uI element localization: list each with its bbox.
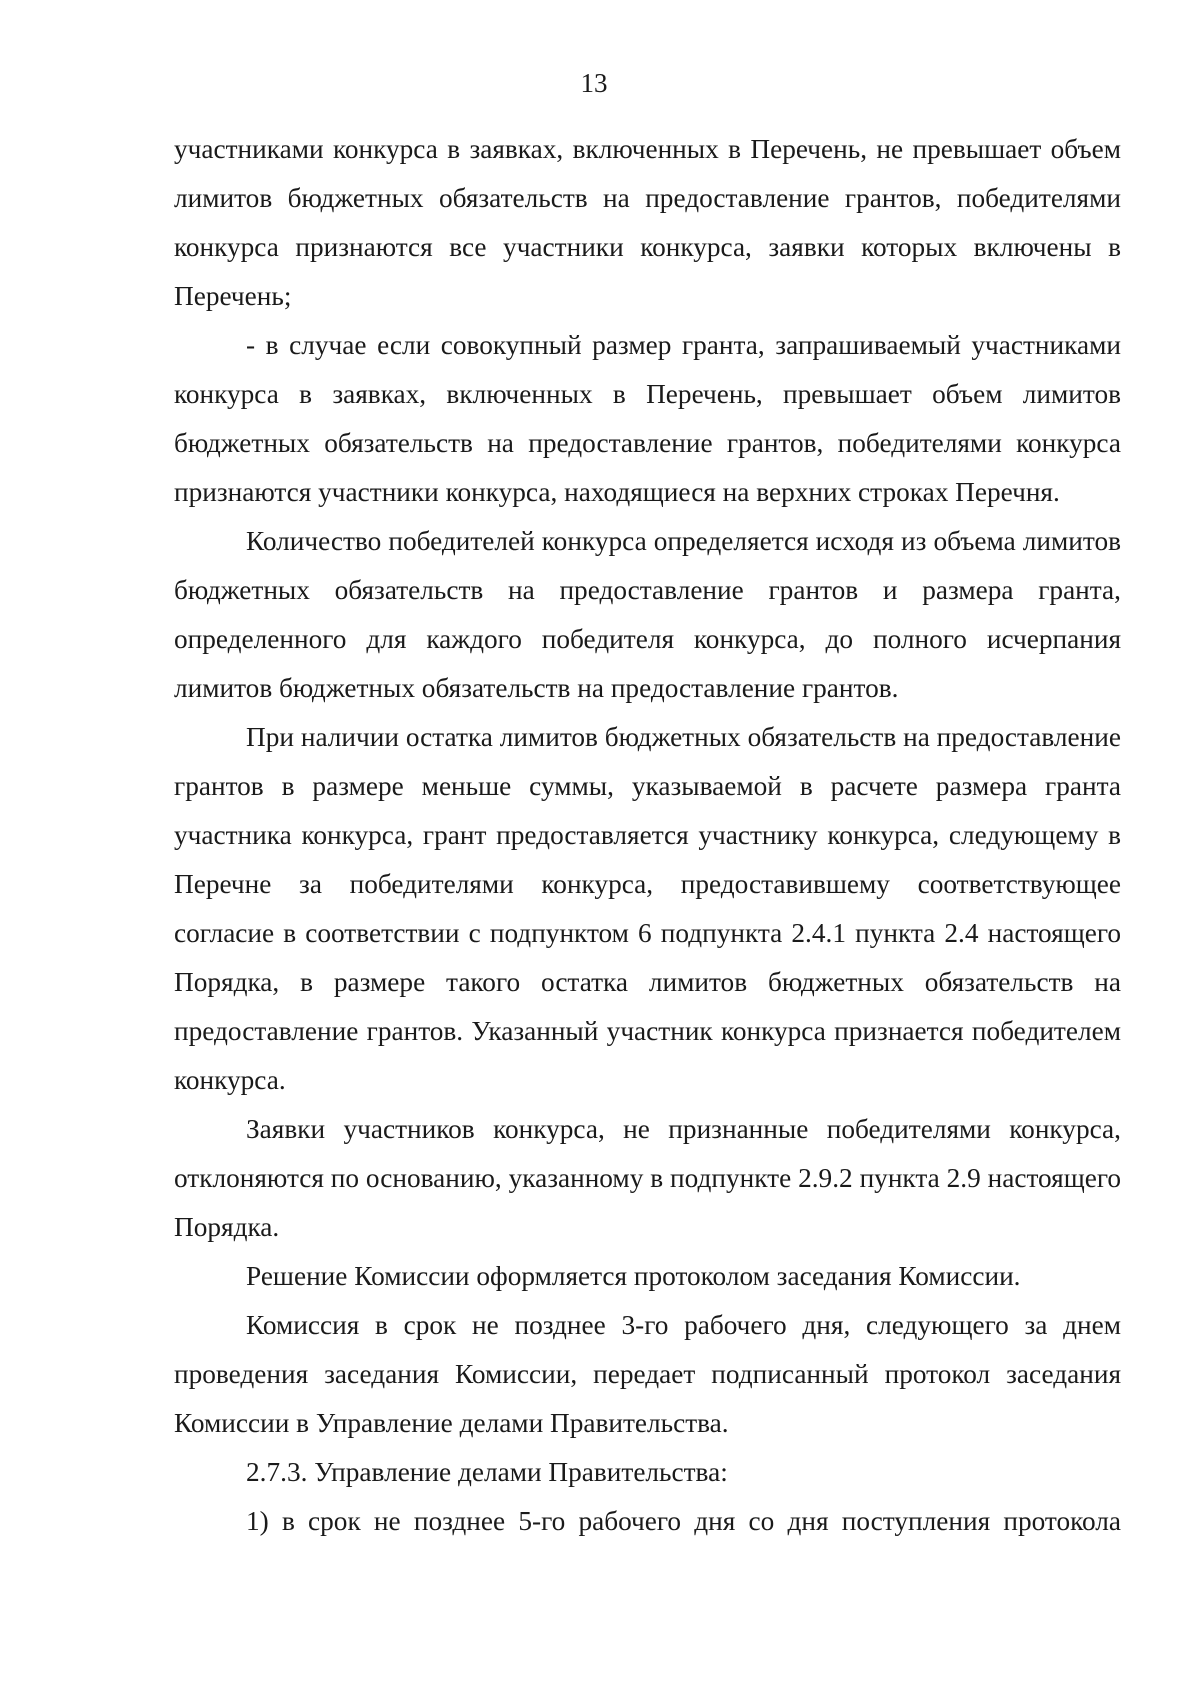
paragraph-list-item: - в случае если совокупный размер гранта, запрашиваемый участниками конкурса в заявках, включенных в Перечень, превышает объем лимитов бюджетных обязательств на предоставление грантов, победителями конкурса признаются участники конкурса, находящиеся на верхних строках Перечня.: [174, 330, 1121, 507]
section-heading: 2.7.3. Управление делами Правительства:: [246, 1457, 728, 1487]
paragraph: Решение Комиссии оформляется протоколом заседания Комиссии.: [246, 1261, 1021, 1291]
paragraph-list-item: 1) в срок не позднее 5-го рабочего дня со дня поступления протокола: [246, 1506, 1121, 1536]
paragraph: Количество победителей конкурса определяется исходя из объема лимитов бюджетных обязательств на предоставление грантов и размера гранта, определенного для каждого победителя конкурса, до полного исчерпания лимитов бюджетных обязательств на предоставление грантов.: [174, 526, 1121, 703]
paragraph: Заявки участников конкурса, не признанные победителями конкурса, отклоняются по основанию, указанному в подпункте 2.9.2 пункта 2.9 настоящего Порядка.: [174, 1114, 1121, 1242]
paragraph-continuation: участниками конкурса в заявках, включенных в Перечень, не превышает объем лимитов бюджетных обязательств на предоставление грантов, победителями конкурса признаются все участники конкурса, заявки которых включены в Перечень;: [174, 134, 1121, 311]
document-body: [174, 125, 1121, 1546]
paragraph: При наличии остатка лимитов бюджетных обязательств на предоставление грантов в размере меньше суммы, указываемой в расчете размера гранта участника конкурса, грант предоставляется участнику конкурса, следующему в Перечне за победителями конкурса, предоставившему соответствующее согласие в соответствии с подпунктом 6 подпункта 2.4.1 пункта 2.4 настоящего Порядка, в размере такого остатка лимитов бюджетных обязательств на предоставление грантов. Указанный участник конкурса признается победителем конкурса.: [174, 722, 1121, 1095]
paragraph: Комиссия в срок не позднее 3-го рабочего дня, следующего за днем проведения заседания Комиссии, передает подписанный протокол заседания Комиссии в Управление делами Правительства.: [174, 1310, 1121, 1438]
page-number: 13: [580, 68, 608, 98]
